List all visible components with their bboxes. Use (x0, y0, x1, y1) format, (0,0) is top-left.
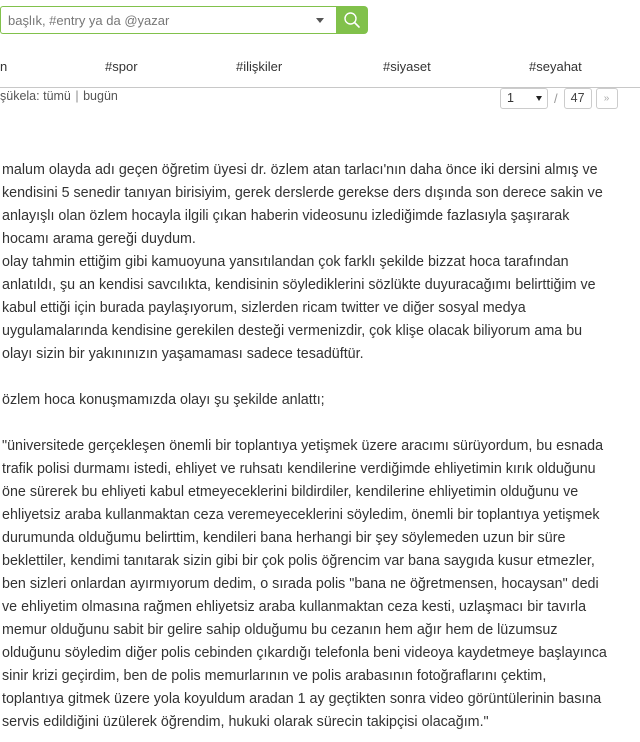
entry-text-line: ben sizleri onlardan ayırmıyorum dedim, o sırada polis "bana ne öğretmensen, hocaysan" dedi (2, 576, 599, 592)
entry-text-line: anlatıldı, şu an kendisi savcılıkta, kendisinin söylediklerini sözlükte duyuracağımı belirttiğim ve (2, 277, 596, 293)
entry-text-line: kendisini 5 senedir tanıyan birisiyim, gerek derslerde gerekse ders dışında son derece sakin ve (2, 185, 603, 201)
entry-text-line: olduğunu söyledim diğer polis cebinden çıkardığı telefonla beni videoya kaydetmeye başlayınca (2, 645, 607, 661)
sort-today-link[interactable]: bugün (83, 89, 118, 103)
entry-text-line: olay tahmin ettiğim gibi kamuoyuna yansıtılandan çok farklı şekilde bizzat hoca tarafından (2, 254, 569, 270)
entry-blank-line (2, 412, 640, 435)
entry-text-line: özlem hoca konuşmamızda olayı şu şekilde anlattı; (2, 392, 325, 408)
entry-text-line: servis edildiğini üzülerek öğrendim, hukuki olarak sürecin takipçisi olacağım." (2, 714, 489, 730)
search-input[interactable] (1, 7, 336, 33)
caret-down-icon[interactable] (316, 18, 324, 23)
topic-link-partial[interactable]: n (0, 59, 8, 74)
search-bar (0, 6, 368, 34)
entry-text-line: ehliyetsiz araba kullanmaktan ceza veremeyeceklerini söyledim, önemli bir toplantıya yetişmek (2, 507, 600, 523)
topic-nav (0, 56, 640, 80)
entry-text-line: olayı sizin bir yakınınızın yaşamaması sadece tesadüftür. (2, 346, 364, 362)
entry-text-line: toplantıya gitmek üzere yola koyuldum aradan 1 ay geçtikten sonra video görüntülerinin basına (2, 691, 602, 707)
page-select[interactable] (500, 88, 548, 109)
entry-text-line: durumunda olduğumu belirttim, kendileri bana herhangi bir şey söylemeden uzun bir süre (2, 530, 566, 546)
entry-text-line: "üniversitede gerçekleşen önemli bir toplantıya yetişmek üzere aracımı sürüyordum, bu esnada (2, 438, 604, 454)
entry-text-line: anlayışlı olan özlem hocayla ilgili çıkan haberin videosunu izlediğimde fazlasıyla şaşırarak (2, 208, 570, 224)
sort-filter (0, 89, 118, 103)
entry-blank-line (2, 366, 640, 389)
current-page: 1 (507, 91, 514, 105)
entry-text-line: kabul ettiği için burada paylaşıyorum, sizlerden ricam twitter ve diğer sosyal medya (2, 300, 526, 316)
next-page-button[interactable]: » (596, 88, 618, 109)
entry-text-line: malum olayda adı geçen öğretim üyesi dr. özlem atan tarlacı'nın daha önce iki dersini almış ve (2, 162, 598, 178)
entry-text-line: sinir krizi geçirdim, ben de polis memurlarının ve polis arabasının fotoğraflarını çektim, (2, 668, 547, 684)
entry-text-line: hocamı arama gereği duydum. (2, 231, 196, 247)
entry-text-line: ve ehliyetim olmasına rağmen ehliyetsiz araba kullanmaktan ceza kesti, uzlaşmacı bir tavırla (2, 599, 587, 615)
sort-all-link[interactable]: tümü (43, 89, 71, 103)
pager (500, 87, 618, 109)
topic-link-iliskiler[interactable]: #ilişkiler (236, 59, 283, 74)
entry-content (2, 159, 640, 734)
last-page-button[interactable]: 47 (564, 88, 592, 109)
topic-link-siyaset[interactable]: #siyaset (383, 59, 431, 74)
sort-separator: | (75, 89, 79, 103)
caret-down-icon (536, 96, 542, 101)
pager-slash: / (554, 90, 558, 106)
entry-text-line: memur olduğunu sabit bir gelire sahip olduğumu bu cezanın hem ağır hem de lüzumsuz (2, 622, 558, 638)
entry-text-line: trafik polisi durmamı istedi, ehliyet ve ruhsatı kendilerine verdiğimde ehliyetimin kırık olduğunu (2, 461, 596, 477)
search-input-wrapper (0, 6, 336, 34)
topic-link-spor[interactable]: #spor (105, 59, 138, 74)
sort-label: şükela: (0, 89, 40, 103)
entry-text-line: beklettiler, kendimi tanıtarak sizin gibi bir çok polis öğrencim var bana saygıda kusur etmezler, (2, 553, 595, 569)
topic-link-seyahat[interactable]: #seyahat (529, 59, 582, 74)
entry-text-line: öne sürerek bu ehliyeti kabul etmeyeceklerini bildirdiler, kendilerine ehliyetimin olduğunu ve (2, 484, 579, 500)
search-icon (343, 11, 361, 29)
search-button[interactable] (336, 6, 368, 34)
entry-text-line: uygulamalarında kendisine gerekilen desteği vermenizdir, çok klişe olacak biliyorum ama bu (2, 323, 583, 339)
